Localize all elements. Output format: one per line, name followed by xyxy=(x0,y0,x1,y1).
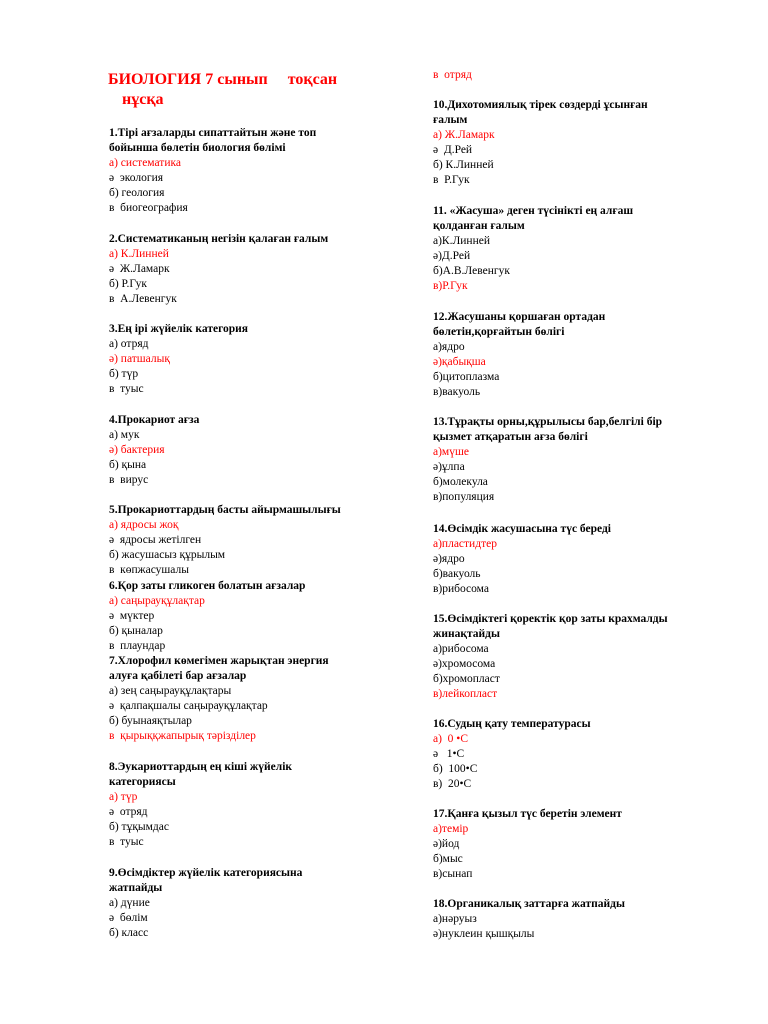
question-text: 10.Дихотомиялық тірек сөздерді ұсынған xyxy=(433,99,648,111)
answer-option-correct: а)темір xyxy=(433,823,469,835)
question-block xyxy=(109,126,409,216)
question-text: алуға қабілеті бар ағзалар xyxy=(109,670,247,682)
answer-option: б) жасушасыз құрылым xyxy=(109,549,226,561)
answer-option: б) қыналар xyxy=(109,625,163,637)
answer-option: б) тұқымдас xyxy=(109,821,169,833)
answer-option: а) мук xyxy=(109,429,140,441)
answer-option-correct: а)мүше xyxy=(433,446,469,458)
answer-option: б)цитоплазма xyxy=(433,371,500,383)
answer-option-correct: ә) бактерия xyxy=(109,444,165,456)
answer-option: б) қына xyxy=(109,459,147,471)
question-text: категориясы xyxy=(109,776,176,788)
answer-option: в туыс xyxy=(109,383,144,395)
answer-option: б)вакуоль xyxy=(433,568,481,580)
answer-option: б) Р.Гук xyxy=(109,278,147,290)
question-text: 4.Прокариот ағза xyxy=(109,414,200,426)
question-text: 12.Жасушаны қоршаған ортадан xyxy=(433,311,606,323)
answer-option: ә)Д.Рей xyxy=(433,250,471,262)
answer-option: б) геология xyxy=(109,187,165,199)
answer-option: в Р.Гук xyxy=(433,174,470,186)
answer-option-correct: а) түр xyxy=(109,791,138,803)
answer-option: ә экология xyxy=(109,172,164,184)
question-text: 9.Өсімдіктер жүйелік категориясына xyxy=(109,867,303,879)
answer-option: в вирус xyxy=(109,474,149,486)
answer-option: в)рибосома xyxy=(433,583,489,595)
question-block xyxy=(433,98,733,188)
question-text: 15.Өсімдіктегі қоректік қор заты крахмалды xyxy=(433,613,668,625)
answer-option: б)молекула xyxy=(433,476,488,488)
question-block xyxy=(433,415,733,505)
answer-option: б)мыс xyxy=(433,853,463,865)
question-text: қолданған ғалым xyxy=(433,220,525,232)
question-block xyxy=(433,612,733,702)
question-text: ғалым xyxy=(433,114,468,126)
answer-option-correct: а) ядросы жоқ xyxy=(109,519,179,531)
question-block xyxy=(109,866,409,941)
question-block xyxy=(109,760,409,850)
answer-option: б) 100•С xyxy=(433,763,478,775)
answer-option-correct: в)лейкопласт xyxy=(433,688,498,700)
answer-option: ә)йод xyxy=(433,838,460,850)
answer-option: б)А.В.Левенгук xyxy=(433,265,510,277)
question-text: 18.Органикалық заттарға жатпайды xyxy=(433,898,625,910)
answer-option: в) 20•С xyxy=(433,778,472,790)
question-text: бөлетін,қорғайтын бөлігі xyxy=(433,326,565,338)
question-text: бойынша бөлетін биология бөлімі xyxy=(109,142,286,154)
question-block xyxy=(433,897,733,942)
answer-option: ә бөлім xyxy=(109,912,148,924)
answer-option: в)популяция xyxy=(433,491,495,503)
question-block xyxy=(433,522,733,597)
answer-option: ә мүктер xyxy=(109,610,155,622)
answer-option: в)вакуоль xyxy=(433,386,481,398)
answer-option: а)рибосома xyxy=(433,643,489,655)
question-block xyxy=(109,503,409,578)
answer-option: б)хромопласт xyxy=(433,673,500,685)
answer-option: ә Д.Рей xyxy=(433,144,473,156)
answer-option: ә Ж.Ламарк xyxy=(109,263,170,275)
answer-option-correct: а)пластидтер xyxy=(433,538,497,550)
answer-option-correct: а) К.Линней xyxy=(109,248,169,260)
answer-option-correct: в отряд xyxy=(433,69,472,81)
question-text: қызмет атқаратын ағза бөлігі xyxy=(433,431,588,443)
answer-option: ә)хромосома xyxy=(433,658,496,670)
answer-option: ә)ұлпа xyxy=(433,461,465,473)
answer-option-correct: а) систематика xyxy=(109,157,182,169)
answer-option: б) буынаяқтылар xyxy=(109,715,192,727)
question-text: 2.Систематиканың негізін қалаған ғалым xyxy=(109,233,329,245)
answer-option: в плаундар xyxy=(109,640,166,652)
question-block xyxy=(433,717,733,792)
answer-option: б) класс xyxy=(109,927,149,939)
answer-option-correct: в қырыққжапырық тәрізділер xyxy=(109,730,256,742)
answer-option: ә)ядро xyxy=(433,553,465,565)
answer-option: а)ядро xyxy=(433,341,465,353)
answer-option: а) зең саңырауқұлақтары xyxy=(109,685,232,697)
answer-option: в)сынап xyxy=(433,868,473,880)
answer-option: в туыс xyxy=(109,836,144,848)
title-line-1: БИОЛОГИЯ 7 сынып тоқсан xyxy=(108,71,338,88)
answer-option: в көпжасушалы xyxy=(109,564,189,576)
answer-option-correct: а) Ж.Ламарк xyxy=(433,129,495,141)
question-block xyxy=(109,579,409,654)
question-text: 3.Ең ірі жүйелік категория xyxy=(109,323,249,335)
question-text: 1.Тірі ағзаларды сипаттайтын және топ xyxy=(109,127,317,139)
answer-option: ә 1•С xyxy=(433,748,465,760)
question-text: 5.Прокариоттардың басты айырмашылығы xyxy=(109,504,341,516)
question-block xyxy=(109,654,409,744)
answer-option: ә ядросы жетілген xyxy=(109,534,202,546)
question-text: жатпайды xyxy=(109,882,163,894)
question-block xyxy=(433,807,733,882)
answer-option: в А.Левенгук xyxy=(109,293,177,305)
question-block xyxy=(109,232,409,307)
answer-option-correct: а) саңырауқұлақтар xyxy=(109,595,205,607)
question-text: 13.Тұрақты орны,құрылысы бар,белгілі бір xyxy=(433,416,663,428)
answer-option-correct: ә) патшалық xyxy=(109,353,170,365)
answer-option: а) отряд xyxy=(109,338,149,350)
question-text: 17.Қанға қызыл түс беретін элемент xyxy=(433,808,622,820)
question-text: 16.Судың қату температурасы xyxy=(433,718,591,730)
question-text: 8.Эукариоттардың ең кіші жүйелік xyxy=(109,761,293,773)
question-text: жинақтайды xyxy=(433,628,500,640)
answer-option: а) дүние xyxy=(109,897,150,909)
question-text: 11. «Жасуша» деген түсінікті ең алғаш xyxy=(433,205,634,217)
question-block xyxy=(433,310,733,400)
question-text: 14.Өсімдік жасушасына түс береді xyxy=(433,523,611,535)
answer-option: ә отряд xyxy=(109,806,148,818)
question-text: 6.Қор заты гликоген болатын ағзалар xyxy=(109,580,306,592)
page-title xyxy=(108,70,408,110)
question-block xyxy=(433,68,733,83)
question-text: 7.Хлорофил көмегімен жарықтан энергия xyxy=(109,655,329,667)
answer-option: ә)нуклеин қышқылы xyxy=(433,928,535,940)
answer-option: б) К.Линней xyxy=(433,159,494,171)
question-block xyxy=(433,204,733,294)
answer-option: а)нәруыз xyxy=(433,913,477,925)
answer-option-correct: в)Р.Гук xyxy=(433,280,468,292)
answer-option-correct: а) 0 •С xyxy=(433,733,469,745)
question-block xyxy=(109,322,409,397)
question-block xyxy=(109,413,409,488)
answer-option: а)К.Линней xyxy=(433,235,491,247)
answer-option: в биогеография xyxy=(109,202,188,214)
answer-option-correct: ә)қабықша xyxy=(433,356,486,368)
answer-option: ә қалпақшалы саңырауқұлақтар xyxy=(109,700,268,712)
title-line-2: нұсқа xyxy=(122,91,164,108)
answer-option: б) түр xyxy=(109,368,139,380)
